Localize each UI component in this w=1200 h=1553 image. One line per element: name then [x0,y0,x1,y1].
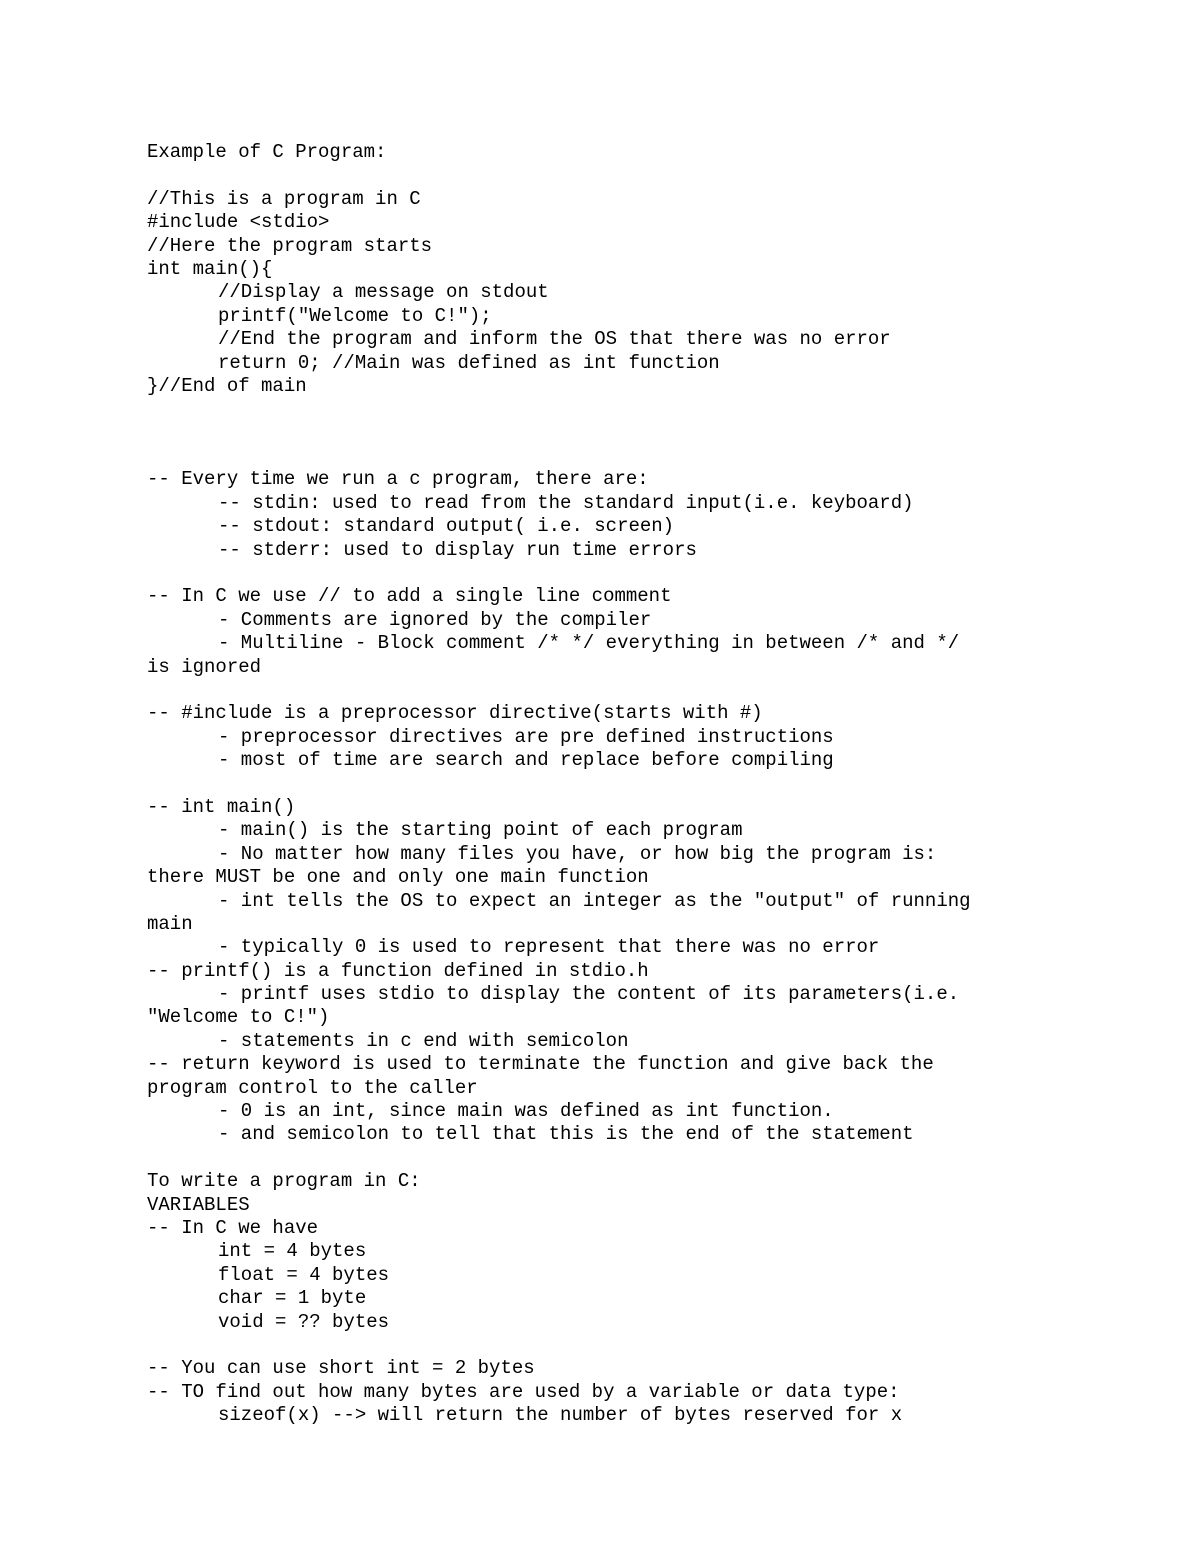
type-size: void = ?? bytes [218,1310,390,1333]
return-section [147,1053,1147,1147]
list-item-continuation: main [147,912,193,935]
code-line: //Display a message on stdout [218,281,549,304]
code-line: //This is a program in C [147,187,421,210]
section-intro: -- In C we have [147,1216,319,1239]
list-item: - typically 0 is used to represent that there was no error [218,936,880,959]
code-line: int main(){ [147,257,273,280]
section-intro: -- Every time we run a c program, there are: [147,468,649,491]
list-item: - printf uses stdio to display the content of its parameters(i.e. [218,983,960,1006]
list-item: - and semicolon to tell that this is the end of the statement [218,1123,914,1146]
spacer [147,773,1147,796]
list-item: - 0 is an int, since main was defined as int function. [218,1100,834,1123]
code-line: #include <stdio> [147,211,330,234]
code-line: printf("Welcome to C!"); [218,304,492,327]
section-intro: -- In C we use // to add a single line comment [147,585,672,608]
main-section [147,796,1147,960]
section-intro: -- int main() [147,795,296,818]
list-item: - Comments are ignored by the compiler [218,608,652,631]
spacer [147,1147,1147,1170]
list-item-continuation: there MUST be one and only one main function [147,866,649,889]
list-item: - main() is the starting point of each program [218,819,743,842]
spacer [147,1334,1147,1357]
section-title: To write a program in C: [147,1170,421,1193]
code-line: return 0; //Main was defined as int function [218,351,720,374]
spacer [147,679,1147,702]
code-line: //Here the program starts [147,234,433,257]
list-item: -- stderr: used to display run time errors [218,538,697,561]
list-item: - most of time are search and replace before compiling [218,749,834,772]
type-size: char = 1 byte [218,1287,367,1310]
type-size: float = 4 bytes [218,1263,390,1286]
comments-section [147,585,1147,679]
list-item: -- You can use short int = 2 bytes [147,1357,535,1380]
spacer [147,422,1147,445]
list-item-continuation: is ignored [147,655,262,678]
list-item: -- TO find out how many bytes are used by a variable or data type: [147,1380,900,1403]
code-line: }//End of main [147,374,307,397]
section-intro: -- return keyword is used to terminate the function and give back the [147,1053,934,1076]
list-item: - statements in c end with semicolon [218,1029,629,1052]
write-section [147,1170,1147,1334]
sizes-section [147,1357,1147,1427]
list-item: -- stdin: used to read from the standard input(i.e. keyboard) [218,491,914,514]
document-heading: Example of C Program: [147,141,387,163]
list-item: -- stdout: standard output( i.e. screen) [218,515,675,538]
list-item-continuation: "Welcome to C!") [147,1006,330,1029]
section-intro: -- printf() is a function defined in stdio.h [147,959,649,982]
section-intro-continuation: program control to the caller [147,1076,478,1099]
section-intro: -- #include is a preprocessor directive(starts with #) [147,702,763,725]
include-section [147,702,1147,772]
code-line: //End the program and inform the OS that there was no error [218,328,891,351]
type-size: int = 4 bytes [218,1240,367,1263]
list-item: - preprocessor directives are pre defined instructions [218,725,834,748]
variables-heading: VARIABLES [147,1193,250,1216]
printf-section [147,960,1147,1054]
spacer [147,398,1147,421]
spacer [147,562,1147,585]
code-example [147,188,1147,399]
list-item: sizeof(x) --> will return the number of bytes reserved for x [218,1404,903,1427]
list-item: - No matter how many files you have, or how big the program is: [218,842,937,865]
spacer [147,164,1147,187]
streams-section [147,468,1147,562]
list-item: - Multiline - Block comment /* */ everything in between /* and */ [218,632,960,655]
document-body [147,141,1147,1427]
list-item: - int tells the OS to expect an integer as the "output" of running [218,889,971,912]
spacer [147,445,1147,468]
